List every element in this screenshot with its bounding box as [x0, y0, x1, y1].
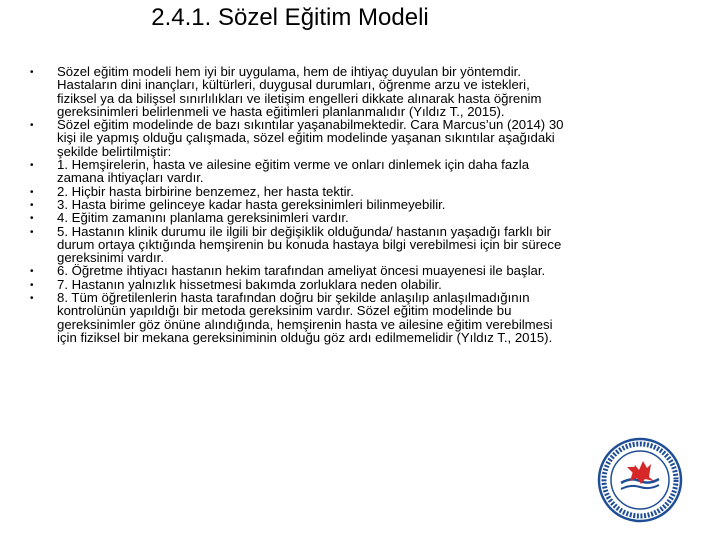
- bullet-item: [27, 291, 567, 344]
- bullet-dot: •: [30, 186, 34, 198]
- bullet-text: 2. Hiçbir hasta birbirine benzemez, her hasta tektir.: [57, 183, 354, 199]
- bullet-item: [27, 198, 567, 211]
- bullet-text: 4. Eğitim zamanını planlama gereksinimleri vardır.: [57, 210, 349, 226]
- bullet-item: [27, 65, 567, 118]
- bullet-text: 1. Hemşirelerin, hasta ve ailesine eğitim verme ve onları dinlemek için daha fazla zamana ihtiyaçları vardır.: [57, 157, 530, 186]
- bullet-dot: •: [30, 160, 34, 172]
- university-seal-graphic: [597, 437, 683, 523]
- bullet-dot: •: [30, 226, 34, 238]
- bullet-dot: •: [30, 199, 34, 211]
- bullet-dot: •: [30, 279, 34, 291]
- bullet-dot: •: [30, 213, 34, 225]
- bullet-item: [27, 158, 567, 185]
- slide-title: 2.4.1. Sözel Eğitim Modeli: [151, 4, 429, 31]
- bullet-text: Sözel eğitim modelinde de bazı sıkıntılar yaşanabilmektedir. Cara Marcus’un (2014) 30 kişi ile yapmış olduğu çalışmada, sözel eğitim modelinde yaşanan sıkıntılar aşağıdaki şekilde belirtilmiştir:: [57, 117, 564, 159]
- bullet-list: [27, 65, 567, 344]
- bullet-item: [27, 278, 567, 291]
- bullet-text: 7. Hastanın yalnızlık hissetmesi bakımda zorluklara neden olabilir.: [57, 276, 442, 292]
- bullet-text: 6. Öğretme ihtiyacı hastanın hekim tarafından ameliyat öncesi muayenesi ile başlar.: [57, 263, 546, 279]
- bullet-dot: •: [30, 266, 34, 278]
- bullet-text: 3. Hasta birime gelinceye kadar hasta gereksinimleri bilinmeyebilir.: [57, 196, 446, 212]
- bullet-item: [27, 225, 567, 265]
- bullet-dot: •: [30, 293, 34, 305]
- bullet-item: [27, 185, 567, 198]
- bullet-dot: •: [30, 67, 34, 78]
- bullet-text: 8. Tüm öğretilenlerin hasta tarafından doğru bir şekilde anlaşılıp anlaşılmadığının kontrolünün yapıldığı bir metoda gereksinim vardır. Sözel eğitim modelinde bu gereksinimler göz önüne alındığında, hemşirenin hasta ve ailesine eğitim verebilmesi için fiziksel bir mekana gereksiniminin olduğu göz ardı edilmemelidir (Yıldız T., 2015).: [57, 290, 553, 345]
- university-seal-icon: [597, 437, 683, 523]
- bullet-text: 5. Hastanın klinik durumu ile ilgili bir değişiklik olduğunda/ hastanın yaşadığı farklı bir durum ortaya çıktığında hemşirenin bu konuda hastaya bilgi verebilmesi için bir sürece gereksinimi vardır.: [57, 223, 562, 266]
- bullet-text: Sözel eğitim modeli hem iyi bir uygulama, hem de ihtiyaç duyulan bir yöntemdir. Hastaların dini inançları, kültürleri, duygusal durumları, öğrenme arzu ve istekleri, fiziksel ya da bilişsel sınırlılıkları ve iletişim engelleri dikkate alınarak hasta öğrenim gereksinimleri belirlenmeli ve hasta eğitimleri planlanmalıdır (Yıldız T., 2015).: [57, 64, 542, 119]
- bullet-item: [27, 211, 567, 224]
- bullet-item: [27, 118, 567, 158]
- bullet-item: [27, 264, 567, 277]
- bullet-dot: •: [30, 120, 34, 132]
